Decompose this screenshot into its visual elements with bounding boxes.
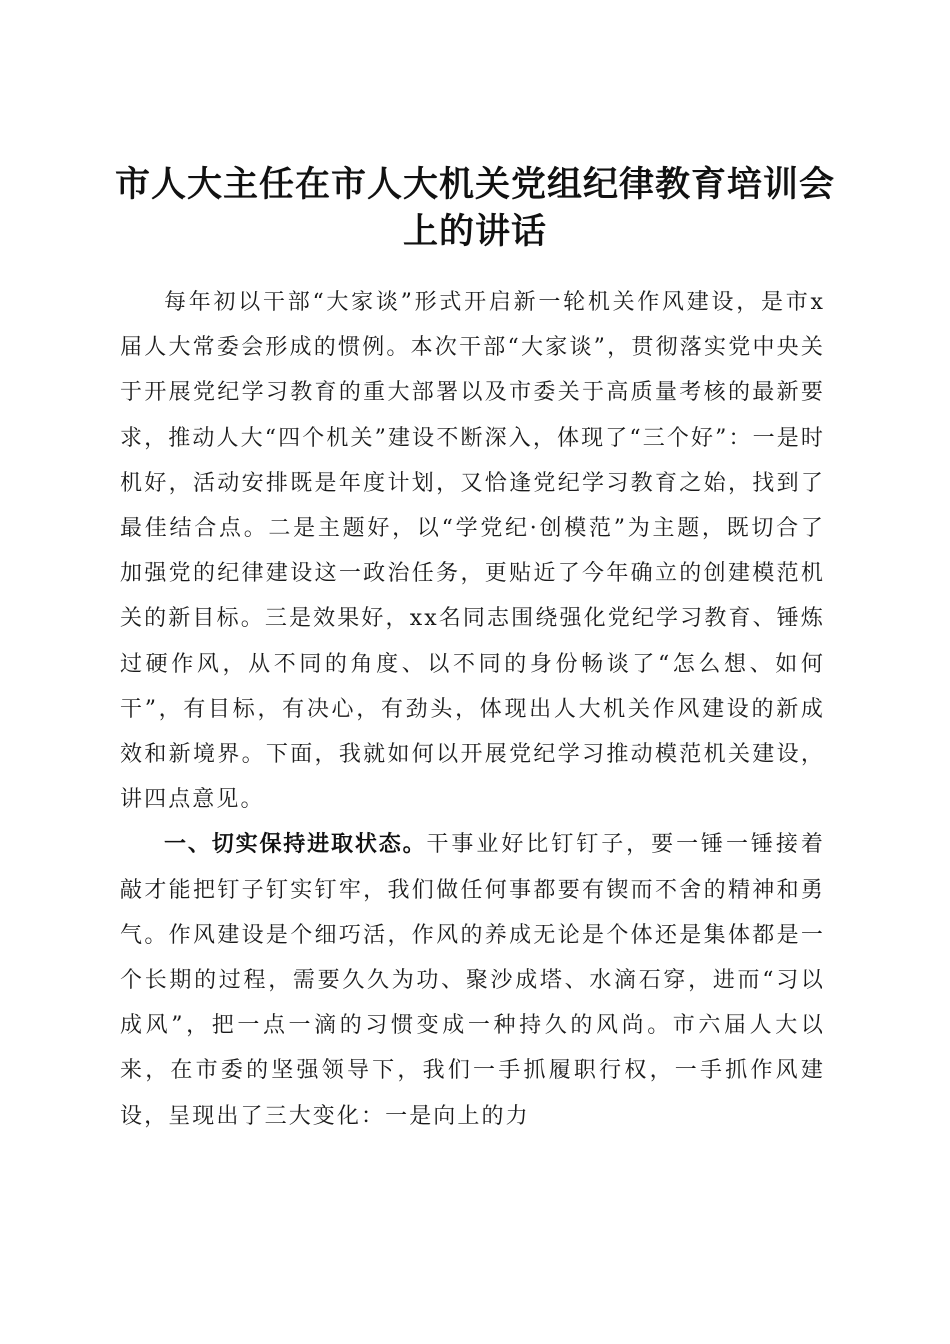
paragraph-section-one xyxy=(120,822,825,1138)
section-one-heading: 一、切实保持进取状态。 xyxy=(164,832,427,858)
section-one-text: 干事业好比钉钉子，要一锤一锤接着敲才能把钉子钉实钉牢，我们做任何事都要有锲而不舍的精神和勇气。作风建设是个细巧活，作风的养成无论是个体还是集体都是一个长期的过程，需要久久为功、聚沙成塔、水滴石穿，进而“习以成风”，把一点一滴的习惯变成一种持久的风尚。市六届人大以来，在市委的坚强领导下，我们一手抓履职行权，一手抓作风建设，呈现出了三大变化：一是向上的力 xyxy=(120,832,825,1129)
paragraph-intro xyxy=(120,280,825,822)
document-body xyxy=(120,280,825,1139)
document-title: 市人大主任在市人大机关党组纪律教育培训会上的讲话 xyxy=(114,164,835,253)
paragraph-intro-text: 每年初以干部“大家谈”形式开启新一轮机关作风建设，是市x届人大常委会形成的惯例。本次干部“大家谈”，贯彻落实党中央关于开展党纪学习教育的重大部署以及市委关于高质量考核的最新要求，推动人大“四个机关”建设不断深入，体现了“三个好”：一是时机好，活动安排既是年度计划，又恰逢党纪学习教育之始，找到了最佳结合点。二是主题好，以“学党纪·创模范”为主题，既切合了加强党的纪律建设这一政治任务，更贴近了今年确立的创建模范机关的新目标。三是效果好，xx名同志围绕强化党纪学习教育、锤炼过硬作风，从不同的角度、以不同的身份畅谈了“怎么想、如何干”，有目标，有决心，有劲头，体现出人大机关作风建设的新成效和新境界。下面，我就如何以开展党纪学习推动模范机关建设，讲四点意见。 xyxy=(120,290,825,813)
